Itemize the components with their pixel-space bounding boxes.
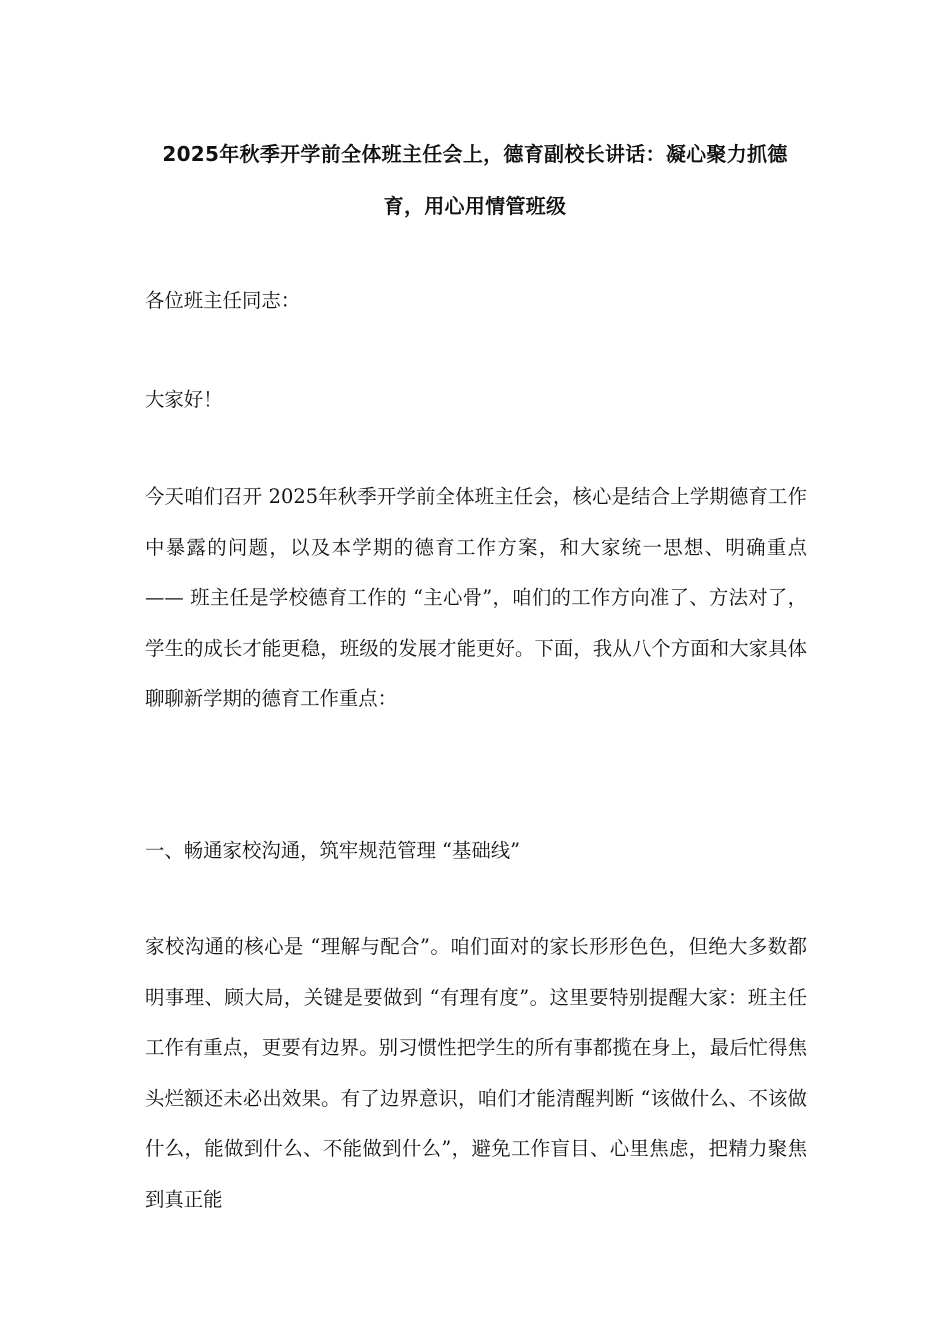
salutation: 各位班主任同志： — [145, 289, 301, 312]
intro-paragraph: 今天咱们召开 2025年秋季开学前全体班主任会，核心是结合上学期德育工作中暴露的问题，以及本学期的德育工作方案，和大家统一思想、明确重点 —— 班主任是学校德育工作的 “主心骨”，咱们的工作方向准了、方法对了，学生的成长才能更稳，班级的发展才能更好。下面，我从八个方面和大家具体聊聊新学期的德育工作重点： — [145, 485, 807, 710]
section-paragraph: 家校沟通的核心是 “理解与配合”。咱们面对的家长形形色色，但绝大多数都明事理、顾大局，关键是要做到 “有理有度”。这里要特别提醒大家：班主任工作有重点，更要有边界。别习惯性把学生的所有事都揽在身上，最后忙得焦头烂额还未必出效果。有了边界意识，咱们才能清醒判断 “该做什么、不该做什么，能做到什么、不能做到什么”，避免工作盲目、心里焦虑，把精力聚焦到真正能 — [145, 935, 807, 1211]
greeting: 大家好！ — [145, 388, 223, 411]
section-heading: 一、畅通家校沟通，筑牢规范管理 “基础线” — [145, 839, 521, 862]
document-title: 2025年秋季开学前全体班主任会上，德育副校长讲话：凝心聚力抓德育，用心用情管班级 — [162, 142, 788, 218]
